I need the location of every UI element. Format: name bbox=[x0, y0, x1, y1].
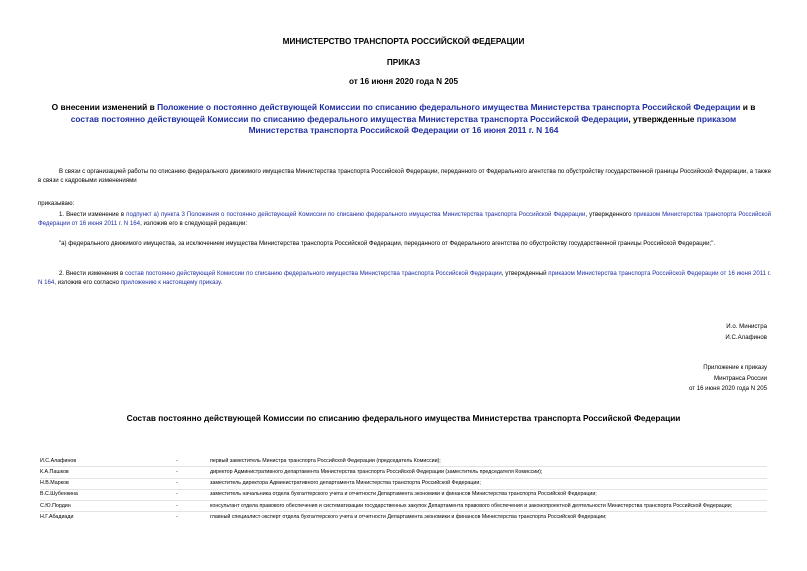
member-dash: - bbox=[176, 491, 178, 498]
member-name: С.Ю.Пордин bbox=[40, 502, 71, 509]
doc-date-number: от 16 июня 2020 года N 205 bbox=[348, 77, 459, 86]
title-middle1: и в bbox=[740, 102, 756, 112]
item2-middle2: , изложив его согласно bbox=[54, 279, 121, 287]
members-table bbox=[40, 456, 767, 523]
title-middle2: , утвержденные bbox=[628, 113, 697, 124]
item2-prefix: 2. Внести изменения в bbox=[59, 270, 125, 277]
item2-suffix: . bbox=[220, 279, 223, 287]
table-row bbox=[40, 478, 767, 489]
table-row bbox=[40, 511, 767, 522]
member-position: заместитель директора Административного департамента Министерства транспорта Российской Федерации; bbox=[210, 480, 481, 487]
member-dash: - bbox=[176, 513, 178, 520]
appendix-line-3: от 16 июня 2020 года N 205 bbox=[688, 385, 767, 392]
item2-link-appendix[interactable]: приложению к настоящему приказу bbox=[120, 279, 221, 287]
item1-prefix: 1. Внести изменение в bbox=[59, 211, 127, 218]
member-name: К.А.Пашков bbox=[40, 468, 69, 475]
member-position: консультант отдела правового обеспечения и систематизации государственных закупок Департамента правового обеспечения и законопроектной деятельности Министерства транспорта Российской Федерации; bbox=[210, 502, 733, 509]
member-name: Н.В.Марков bbox=[40, 480, 69, 487]
member-position: главный специалист-эксперт отдела бухгалтерского учета и отчетности Департамента экономики и финансов Министерства транспорта Российской Федерации; bbox=[210, 513, 607, 520]
signature-block bbox=[725, 322, 767, 343]
member-position: директор Административного департамента Министерства транспорта Российской Федерации (заместитель председателя Комиссии); bbox=[210, 468, 543, 475]
composition-title: Состав постоянно действующей Комиссии по списанию федерального имущества Министерства транспорта Российской Федерации bbox=[126, 413, 681, 423]
appendix-line-2: Минтранса России bbox=[714, 374, 767, 382]
member-name: И.С.Алафинов bbox=[40, 457, 77, 464]
table-row bbox=[40, 466, 767, 477]
title-link-composition[interactable]: состав постоянно действующей Комиссии по списанию федерального имущества Министерства транспорта Российской Федерации bbox=[70, 113, 629, 124]
item2-middle: , утвержденный bbox=[501, 270, 549, 277]
item1-link-subpoint[interactable]: подпункт а) пункта 3 Положения о постоянно действующей Комиссии по списанию федерального имущества Министерства транспорта Российской Федерации bbox=[126, 211, 586, 218]
item1-middle: , утвержденного bbox=[585, 211, 634, 218]
quoted-paragraph: "а) федерального движимого имущества, за исключением имущества Министерства транспорта Российской Федерации, переданного от Федерального агентства по обустройству государственной границы Российской Федерации;". bbox=[59, 240, 716, 247]
title-link-regulation[interactable]: Положение о постоянно действующей Комиссии по списанию федерального имущества Министерства транспорта Российской Федерации bbox=[157, 102, 741, 112]
appendix-line-1: Приложение к приказу bbox=[703, 364, 767, 371]
ministry-heading: МИНИСТЕРСТВО ТРАНСПОРТА РОССИЙСКОЙ ФЕДЕРАЦИИ bbox=[282, 37, 525, 46]
item-2-paragraph bbox=[38, 269, 771, 288]
appendix-header bbox=[689, 363, 767, 395]
member-position: первый заместитель Министра транспорта Российской Федерации (председатель Комиссии); bbox=[210, 457, 441, 464]
order-word: приказываю: bbox=[38, 200, 75, 207]
table-row bbox=[40, 500, 767, 511]
member-dash: - bbox=[176, 468, 178, 475]
item2-link-composition[interactable]: состав постоянно действующей Комиссии по списанию федерального имущества Министерства транспорта Российской Федерации bbox=[124, 270, 502, 277]
doc-type-heading: ПРИКАЗ bbox=[386, 58, 421, 67]
title-prefix: О внесении изменений в bbox=[51, 102, 158, 112]
item1-link-order-164[interactable]: приказом Министерства транспорта Российской Федерации от 16 июня 2011 г. N 164 bbox=[38, 211, 771, 228]
table-row bbox=[40, 456, 767, 466]
title-link-order-164[interactable]: приказом Министерства транспорта Российской Федерации от 16 июня 2011 г. N 164 bbox=[248, 113, 737, 136]
item1-suffix: , изложив его в следующей редакции: bbox=[140, 220, 248, 228]
signature-name: И.С.Алафинов bbox=[725, 333, 767, 341]
item2-link-order-164[interactable]: приказом Министерства транспорта Российской Федерации от 16 июня 2011 г. N 164 bbox=[38, 270, 771, 287]
member-dash: - bbox=[176, 480, 178, 487]
member-name: В.С.Шубенкина bbox=[40, 491, 78, 498]
item-1-paragraph bbox=[38, 210, 771, 229]
member-name: Н.Г.Абадиади bbox=[40, 513, 74, 520]
table-row bbox=[40, 489, 767, 500]
member-dash: - bbox=[176, 502, 178, 509]
member-dash: - bbox=[176, 457, 178, 464]
order-title bbox=[40, 102, 767, 137]
signature-position: И.о. Министра bbox=[726, 323, 767, 330]
member-position: заместитель начальника отдела бухгалтерского учета и отчетности Департамента экономики и финансов Министерства транспорта Российской Федерации; bbox=[210, 491, 597, 498]
intro-paragraph: В связи с организацией работы по списанию федерального движимого имущества Министерства транспорта Российской Федерации, переданного от Федерального агентства по обустройству государственной границы Российской Федерации, а также в связи с кадровыми изменениями bbox=[38, 168, 771, 185]
